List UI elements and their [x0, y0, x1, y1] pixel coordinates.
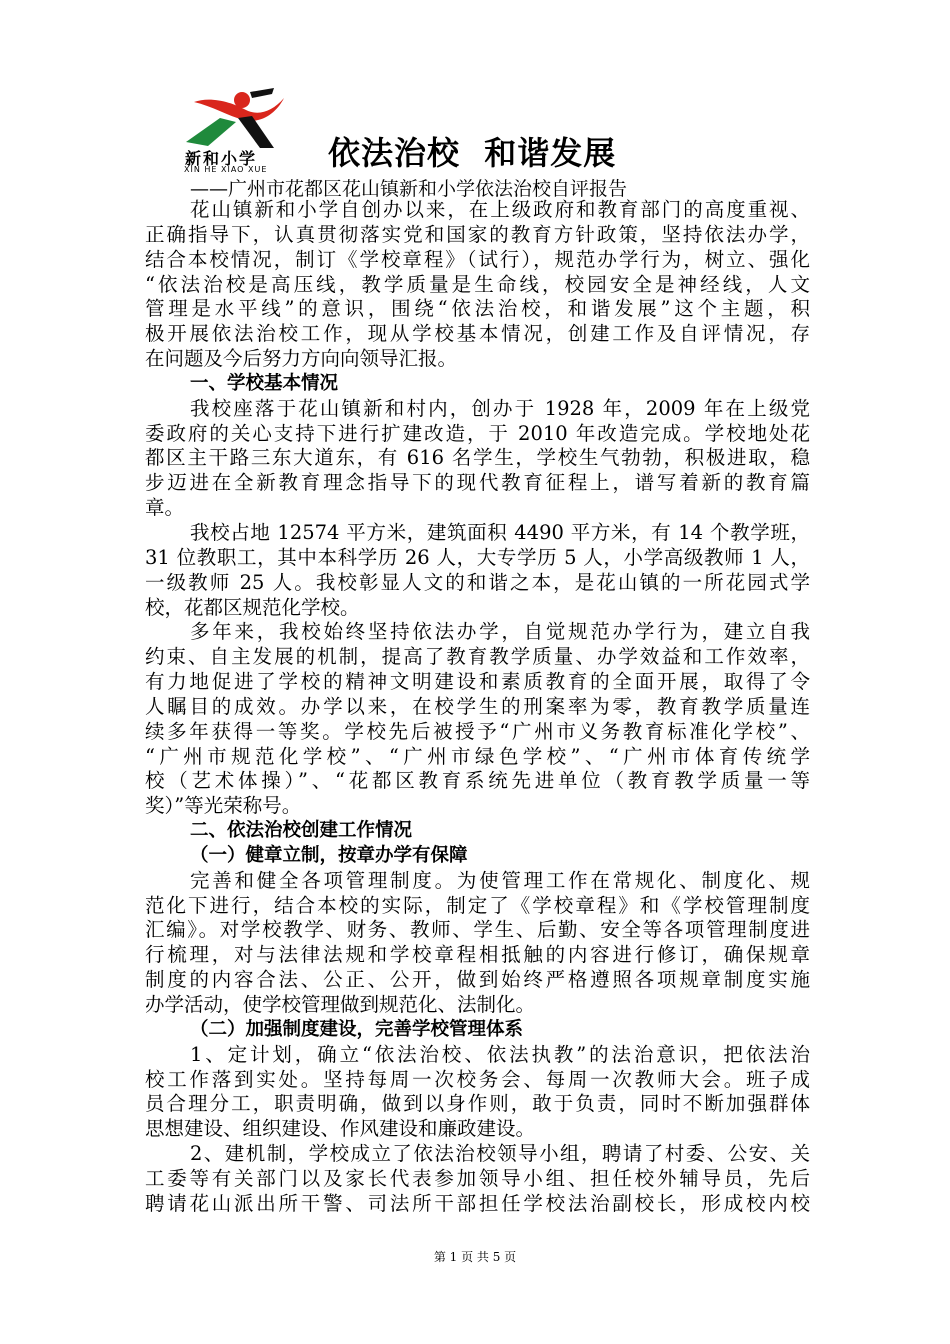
page-title: 依法治校 和谐发展 — [328, 134, 617, 172]
paragraph-line: 管理是水平线”的意识，围绕“依法治校，和谐发展”这个主题，积 — [145, 297, 810, 321]
paragraph-line: 办学活动，使学校管理做到规范化、法制化。 — [145, 993, 536, 1016]
section-heading: 二、依法治校创建工作情况 — [190, 820, 413, 842]
paragraph-line: 汇编》。对学校教学、财务、教师、学生、后勤、安全等各项管理制度进 — [145, 918, 810, 942]
subsection-heading: （一）健章立制，按章办学有保障 — [190, 844, 468, 866]
paragraph-line: 有力地促进了学校的精神文明建设和素质教育的全面开展，取得了令 — [145, 670, 810, 694]
paragraph-line: “广州市规范化学校”、“广州市绿色学校”、“广州市体育传统学 — [145, 744, 810, 768]
paragraph-line: 章。 — [145, 496, 185, 520]
paragraph-line: 员合理分工，职责明确，做到以身作则，敢于负责，同时不断加强群体 — [145, 1092, 810, 1116]
paragraph-line: 步迈进在全新教育理念指导下的现代教育征程上，谱写着新的教育篇 — [145, 471, 810, 495]
paragraph-line: 聘请花山派出所干警、司法所干部担任学校法治副校长，形成校内校 — [145, 1191, 810, 1215]
section-heading: 一、学校基本情况 — [190, 372, 339, 394]
paragraph-line: 制度的内容合法、公正、公开，做到始终严格遵照各项规章制度实施 — [145, 968, 810, 992]
page-subtitle: ——广州市花都区花山镇新和小学依法治校自评报告 — [190, 178, 628, 200]
paragraph-line: 2、建机制，学校成立了依法治校领导小组，聘请了村委、公安、关 — [190, 1142, 810, 1166]
paragraph-line: 约束、自主发展的机制，提高了教育教学质量、办学效益和工作效率， — [145, 645, 810, 669]
paragraph-line: 正确指导下，认真贯彻落实党和国家的教育方针政策，坚持依法办学， — [145, 222, 810, 246]
document-body — [145, 198, 810, 1217]
paragraph-line: 校，花都区规范化学校。 — [145, 595, 360, 619]
paragraph-line: 人瞩目的成效。办学以来，在校学生的刑案率为零，教育教学质量连 — [145, 694, 810, 718]
paragraph-line: 校工作落到实处。坚持每周一次校务会、每周一次教师大会。班子成 — [145, 1067, 810, 1091]
paragraph-line: 工委等有关部门以及家长代表参加领导小组、担任校外辅导员，先后 — [145, 1166, 810, 1190]
paragraph-line: “依法治校是高压线，教学质量是生命线，校园安全是神经线，人文 — [145, 272, 810, 296]
logo-english-name: XIN HE XIAO XUE — [184, 165, 268, 174]
paragraph-line: 在问题及今后努力方向向领导汇报。 — [145, 347, 458, 371]
paragraph-line: 奖）”等光荣称号。 — [145, 794, 302, 818]
page-footer: 第 1 页 共 5 页 — [433, 1250, 517, 1264]
paragraph-line: 多年来，我校始终坚持依法办学，自觉规范办学行为，建立自我 — [190, 620, 810, 644]
paragraph-line: 校（艺术体操）”、“花都区教育系统先进单位（教育教学质量一等 — [145, 769, 810, 793]
paragraph-line: 1、定计划，确立“依法治校、依法执教”的法治意识，把依法治 — [190, 1042, 810, 1066]
paragraph-line: 范化下进行，结合本校的实际，制定了《学校章程》和《学校管理制度 — [145, 893, 810, 917]
runner-emblem-icon — [180, 88, 298, 150]
paragraph-line: 完善和健全各项管理制度。为使管理工作在常规化、制度化、规 — [190, 868, 810, 892]
school-logo — [180, 88, 298, 178]
paragraph-line: 续多年获得一等奖。学校先后被授予“广州市义务教育标准化学校”、 — [145, 719, 810, 743]
paragraph-line: 极开展依法治校工作，现从学校基本情况，创建工作及自评情况，存 — [145, 322, 810, 346]
paragraph-line: 结合本校情况，制订《学校章程》（试行），规范办学行为，树立、强化 — [145, 247, 810, 271]
paragraph-line: 一级教师 25 人。我校彰显人文的和谐之本，是花山镇的一所花园式学 — [145, 570, 810, 594]
paragraph-line: 都区主干路三东大道东，有 616 名学生，学校生气勃勃，积极进取，稳 — [145, 446, 810, 470]
paragraph-line: 31 位教职工，其中本科学历 26 人，大专学历 5 人，小学高级教师 1 人， — [145, 545, 810, 569]
paragraph-line: 我校座落于花山镇新和村内，创办于 1928 年，2009 年在上级党 — [190, 396, 810, 420]
paragraph-line: 行梳理，对与法律法规和学校章程相抵触的内容进行修订，确保规章 — [145, 943, 810, 967]
paragraph-line: 委政府的关心支持下进行扩建改造，于 2010 年改造完成。学校地处花 — [145, 421, 810, 445]
paragraph-line: 我校占地 12574 平方米，建筑面积 4490 平方米，有 14 个教学班， — [190, 520, 810, 544]
paragraph-line: 思想建设、组织建设、作风建设和廉政建设。 — [145, 1117, 536, 1141]
logo-chinese-name: 新和小学 — [185, 149, 258, 168]
subsection-heading: （二）加强制度建设，完善学校管理体系 — [190, 1018, 524, 1040]
paragraph-line: 花山镇新和小学自创办以来，在上级政府和教育部门的高度重视、 — [190, 198, 810, 221]
